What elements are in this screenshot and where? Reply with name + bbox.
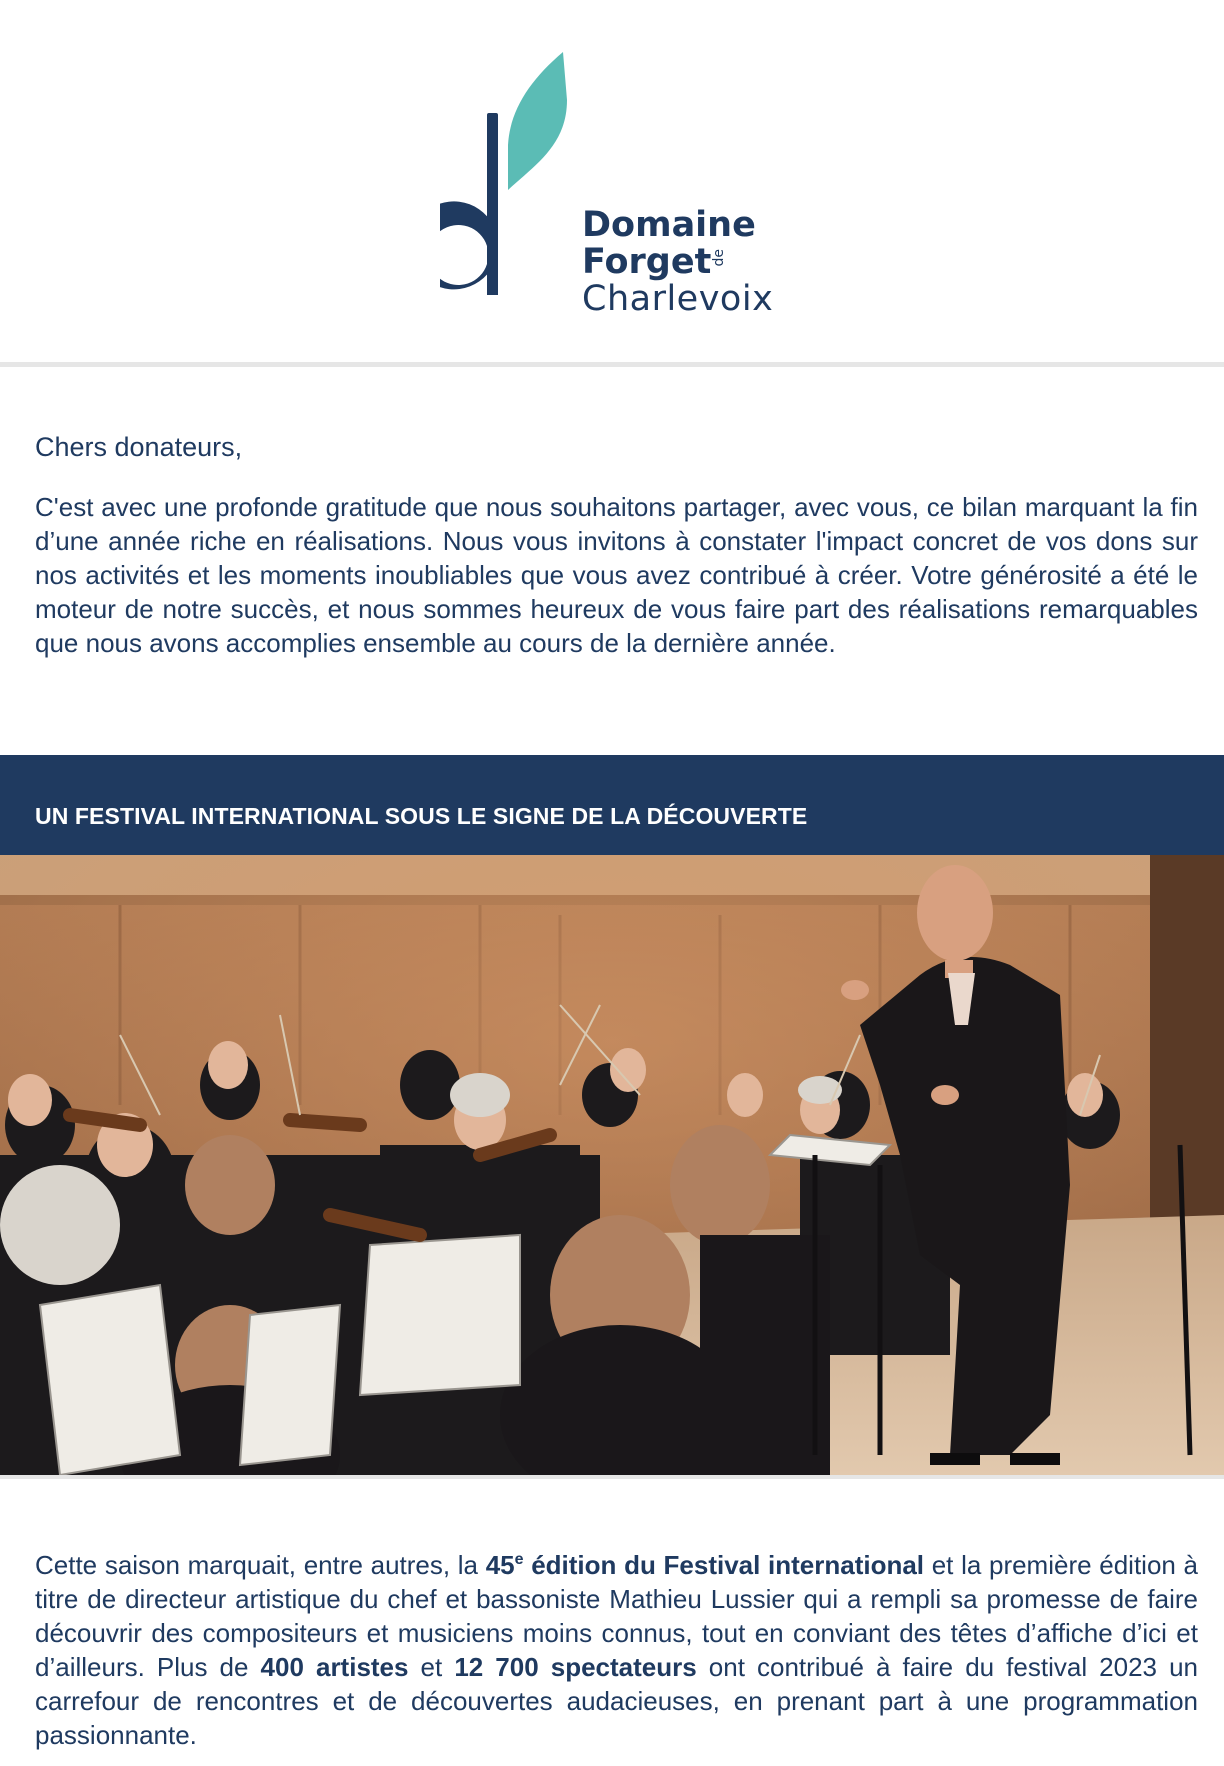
edition-number: 45 — [485, 1550, 515, 1580]
text-middle: et la première édition à titre de directeur artistique du chef et bassoniste Mathieu Lussier qui a rempli sa promesse de faire découvrir des compositeurs et musiciens moins connus, tout en conviant des têtes d’affiche d’ici et d’ailleurs. Plus de — [35, 1550, 1198, 1682]
orchestra-photo — [0, 855, 1224, 1475]
photo-divider — [0, 1475, 1224, 1479]
festival-paragraph — [35, 1548, 1198, 1752]
section-banner — [0, 755, 1224, 855]
spectators-count: 12 700 spectateurs — [454, 1652, 697, 1682]
email-header — [0, 0, 1224, 362]
logo-line-charlevoix: Charlevoix — [582, 279, 774, 319]
logo-wordmark — [582, 205, 774, 319]
artists-count: 400 artistes — [260, 1652, 409, 1682]
text-end: ont contribué à faire du festival 2023 un carrefour de rencontres et de découvertes audacieuses, en prenant part à une programmation passionnante. — [35, 1652, 1198, 1750]
edition-highlight — [486, 1550, 924, 1580]
logo-mark-icon — [440, 50, 580, 320]
header-divider — [0, 362, 1224, 367]
greeting: Chers donateurs, — [35, 432, 243, 462]
logo-line-forget — [582, 242, 773, 282]
text-intro: Cette saison marquait, entre autres, la — [35, 1550, 486, 1580]
edition-text: édition du Festival international — [523, 1550, 925, 1580]
logo-de-text: de — [711, 249, 727, 267]
logo-line-domaine: Domaine — [582, 205, 756, 245]
logo-forget-text: Forget — [582, 242, 712, 282]
section-title: UN FESTIVAL INTERNATIONAL SOUS LE SIGNE DE LA DÉCOUVERTE — [35, 803, 808, 829]
edition-superscript: e — [514, 1551, 524, 1568]
intro-paragraph: C'est avec une profonde gratitude que nous souhaitons partager, avec vous, ce bilan marquant la fin d’une année riche en réalisations. Nous vous invitons à constater l'impact concret de vos dons sur nos activités et les moments inoubliables que vous avez contribué à créer. Votre générosité a été le moteur de notre succès, et nous sommes heureux de vous faire part des réalisations remarquables que nous avons accomplies ensemble au cours de la dernière année. — [35, 492, 1198, 658]
orchestra-illustration — [0, 855, 1224, 1475]
text-and: et — [408, 1652, 455, 1682]
domaine-forget-logo[interactable] — [440, 50, 800, 320]
